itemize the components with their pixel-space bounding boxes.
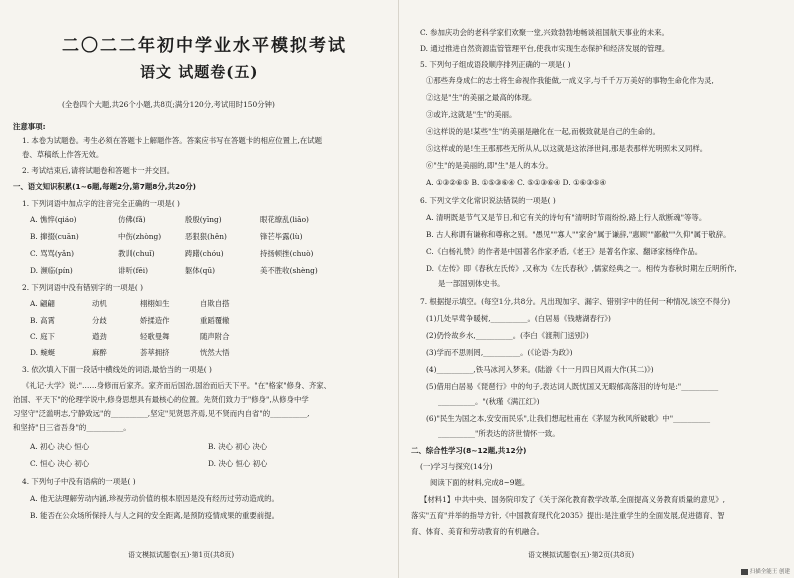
q3-option-b: B. 决心 初心 决心 [208, 442, 268, 451]
q7-line-6-cont: __________"所表达的济世情怀一致。 [438, 429, 560, 438]
q2-option-a-2: 动机 [92, 299, 107, 308]
q5-item-3: ③或许,这就是"生"的美丽。 [426, 110, 517, 119]
q2-option-c-4: 随声附合 [200, 332, 230, 341]
q1-option-c-1: C. 骂骂(yǎn) [30, 249, 74, 258]
notice-1a: 1. 本卷为试题卷。考生必须在答题卡上解题作答。答案应书写在答题卡的相应位置上,在试题 [22, 136, 322, 145]
q5-item-2: ②这是"生"的美丽之最高的体现。 [426, 93, 537, 102]
q1-option-c-4: 持扬顿挫(chuò) [260, 249, 314, 258]
question-6: 6. 下列文学文化常识说法错误的一项是( ) [420, 196, 556, 205]
q7-line-2: (2)仍怜故乡水,__________。(李白《渡荆门送别》) [426, 331, 589, 340]
q1-option-a-3: 殷殷(yīng) [185, 215, 222, 224]
q4-option-d: D. 通过推进自然资源监管管理平台,使我市实现生态保护和经济发展的管理。 [420, 44, 670, 53]
q4-option-a: A. 他无法理解劳动内涵,珍视劳动价值的根本原因是没有经历过劳动造成的。 [30, 494, 279, 503]
page-1-footer: 语文模拟试题卷(五)·第1页(共8页) [128, 551, 235, 559]
q2-option-a-3: 栩栩如生 [140, 299, 170, 308]
material-1-line-2: 落实"五育"并举的指导方针,《中国教育现代化2035》提出:是注重学生的全面发展,促进德育、智 [411, 511, 725, 520]
reading-instruction: 阅读下面的材料,完成8~9题。 [430, 478, 530, 487]
q1-option-a-1: A. 憔悴(qiáo) [30, 215, 77, 224]
q3-option-a: A. 初心 决心 恒心 [30, 442, 90, 451]
q2-option-b-1: B. 高霄 [30, 316, 55, 325]
q2-option-a-1: A. 翩翩 [30, 299, 55, 308]
exam-title: 二〇二二年初中学业水平模拟考试 [62, 36, 347, 56]
q2-option-c-3: 轻歌曼舞 [140, 332, 170, 341]
q1-option-b-4: 锋芒毕露(lù) [260, 232, 303, 241]
q5-item-4: ④这样说的是!某些"生"的美丽是融化在一起,而极致就是自己的生命的。 [426, 127, 660, 136]
material-1-line-1: 【材料1】中共中央、国务院印发了《关于深化教育教学改革,全面提高义务教育质量的意见》, [420, 495, 726, 504]
question-5: 5. 下列句子组成语段顺序排列正确的一项是( ) [420, 60, 571, 69]
question-7: 7. 根据提示填空。(每空1分,共8分。凡出现加字、漏字、错别字中的任何一种情况,该空不得分) [420, 297, 731, 306]
q4-option-c: C. 参加庆功会的老科学家们欢聚一堂,兴致勃勃地畅谈祖国航天事业的未来。 [420, 28, 669, 37]
q7-line-5-cont: __________。"(秋瑾《满江红》) [438, 397, 540, 406]
q2-option-b-4: 重蹈覆辙 [200, 316, 230, 325]
q7-line-5: (5)借用白居易《琵琶行》中的句子,表达词人既忧国又无暇郁高落泪的诗句是:"__________ [426, 382, 719, 391]
q5-item-5: ⑤这样或的是!生王那那些无所从从,以这就是这浓泽世间,那是表那样光明照未又同样。 [426, 144, 708, 153]
q6-option-b: B. 古人称谓有谦称和尊称之别。"愚见""寡人""家舍"属于谦辞,"惠顾""鄙敝""久仰"属于敬辞。 [426, 230, 731, 239]
q3-option-d: D. 决心 恒心 初心 [208, 459, 268, 468]
notice-2: 2. 考试结束后,请将试题卷和答题卡一并交回。 [22, 166, 175, 175]
q5-item-1: ①那些奔身成仁的志士将生命视作我能做,一成义字,与千千万万美好的事物生命化作为灵, [426, 76, 714, 85]
q6-option-d: D.《左传》即《春秋左氏传》,又称为《左氏春秋》,儒家经典之一。相传为春秋时期左丘明所作, [426, 264, 737, 273]
q1-option-c-3: 踌躇(chóu) [185, 249, 224, 258]
q3-option-c: C. 恒心 决心 初心 [30, 459, 90, 468]
subsection-1-heading: (一)学习与探究(14分) [420, 462, 493, 471]
q1-option-b-3: 恶狠狠(hěn) [185, 232, 227, 241]
q7-line-3: (3)学而不思则罔,__________。(《论语·为政》) [426, 348, 573, 357]
material-1-line-3: 育、体育、美育和劳动教育的有机融合。 [411, 527, 545, 536]
q5-item-6: ⑥"生"的是美丽的,即"生"是人的本分。 [426, 161, 553, 170]
q5-options: A. ①③②⑥⑤ B. ①⑤③⑥④ C. ⑤①③⑥④ D. ①⑥③⑤④ [426, 178, 607, 187]
q1-option-a-2: 仿佛(fǎ) [118, 215, 146, 224]
q1-option-d-3: 躯体(qū) [185, 266, 216, 275]
notice-heading: 注意事项: [13, 122, 46, 131]
q2-option-c-2: 遒劲 [92, 332, 107, 341]
q7-line-1: (1)几处早莺争暖树,__________。(白居易《钱塘湖春行》) [426, 314, 611, 323]
exam-info: (全卷四个大题,共26个小题,共8页;满分120分,考试用时150分钟) [62, 100, 275, 109]
scanner-watermark-text: 扫描全能王 创建 [749, 569, 790, 575]
scanner-watermark [741, 567, 790, 575]
q1-option-d-4: 美不胜收(shèng) [260, 266, 318, 275]
q2-option-d-4: 恍然大悟 [200, 348, 230, 357]
right-page [398, 0, 794, 578]
q1-option-b-1: B. 撺掇(cuān) [30, 232, 79, 241]
q3-passage-3: 习坚守"泛滥明志,宁静致远"的__________,坚定"见贤思齐焉,见不贤而内自省"的__________, [13, 409, 310, 418]
q2-option-c-1: C. 庭下 [30, 332, 55, 341]
q6-option-a: A. 清明既是节气又是节日,和它有关的诗句有"清明时节雨纷纷,路上行人欲断魂"等等。 [426, 213, 707, 222]
q2-option-d-2: 麻醉 [92, 348, 107, 357]
q1-option-a-4: 眼花缭乱(liāo) [260, 215, 309, 224]
q2-option-b-3: 娇揉造作 [140, 316, 170, 325]
q1-option-c-2: 教训(chuǐ) [118, 249, 155, 258]
q2-option-b-2: 分歧 [92, 316, 107, 325]
notice-1b: 卷、草稿纸上作答无效。 [22, 150, 104, 159]
exam-subtitle: 语文 试题卷(五) [140, 63, 259, 81]
q6-option-d-cont: 是一部国别体史书。 [438, 279, 505, 288]
question-3: 3. 依次填入下面一段话中横线处的词语,最恰当的一项是( ) [22, 365, 212, 374]
q4-option-b: B. 能否在公众场所保持人与人之间的安全距离,是预防疫情成果的重要前提。 [30, 511, 279, 520]
q3-passage-2: 治国、平天下"的伦理学说中,修身思想具有最核心的位置。先贤们致力于"修身",从修身中学 [13, 395, 309, 404]
scanner-logo-icon [741, 569, 748, 575]
q1-option-d-2: 诽听(fēi) [118, 266, 149, 275]
q2-option-d-1: D. 蜿蜒 [30, 348, 56, 357]
q2-option-d-3: 荟萃拥挤 [140, 348, 170, 357]
q3-passage-1: 《礼记·大学》说:"……身修而后家齐。家齐而后国治,国治而后天下平。"在"格家"修身、齐家、 [22, 381, 332, 390]
q7-line-6: (6)"民生为国之本,安安而民乐",让我们想起杜甫在《茅屋为秋风所破歌》中"__________ [426, 414, 711, 423]
q6-option-c: C.《白杨礼赞》的作者是中国著名作家矛盾,《老王》是著名作家、翻译家杨绛作品。 [426, 247, 703, 256]
q1-option-d-1: D. 濒临(pín) [30, 266, 73, 275]
q3-passage-4: 和坚持"日三省吾身"的__________。 [13, 423, 131, 432]
q1-option-b-2: 中伤(zhòng) [118, 232, 162, 241]
question-4: 4. 下列句子中没有语病的一项是( ) [22, 477, 136, 486]
page-2-footer: 语文模拟试题卷(五)·第2页(共8页) [528, 551, 635, 559]
question-1: 1. 下列词语中加点字的注音完全正确的一项是( ) [22, 199, 180, 208]
question-2: 2. 下列词语中没有错别字的一项是( ) [22, 283, 143, 292]
section-2-heading: 二、综合性学习(8~12题,共12分) [411, 446, 527, 455]
q7-line-4: (4)__________,铁马冰河入梦来。(陆游《十一月四日风雨大作(其二)》) [426, 365, 654, 374]
section-1-heading: 一、语文知识积累(1~6题,每题2分,第7题8分,共20分) [13, 182, 197, 191]
q2-option-a-4: 自欺自搭 [200, 299, 230, 308]
